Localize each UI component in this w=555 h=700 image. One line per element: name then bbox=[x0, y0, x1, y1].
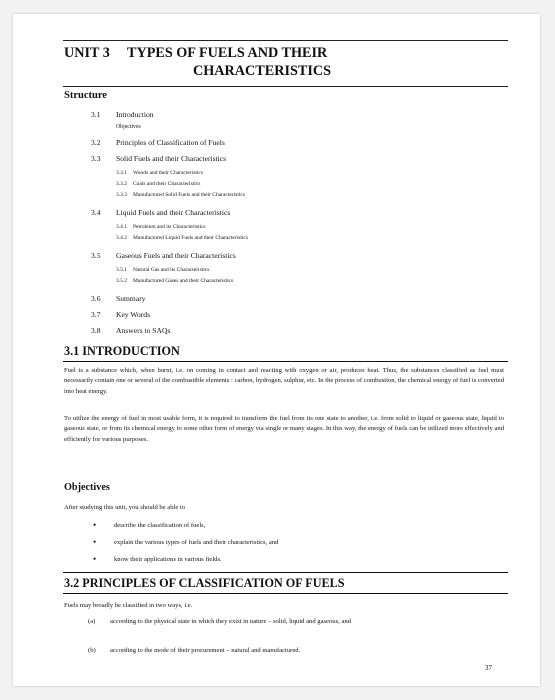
section-heading-introduction: 3.1 INTRODUCTION bbox=[64, 344, 180, 358]
bullet-icon: • bbox=[93, 554, 97, 564]
section-underline bbox=[63, 361, 508, 362]
unit-number: UNIT 3 bbox=[64, 45, 110, 61]
unit-title-line2: CHARACTERISTICS bbox=[193, 63, 331, 79]
page-number: 37 bbox=[485, 664, 492, 672]
document-page: UNIT 3 TYPES OF FUELS AND THEIR CHARACTERISTICS Structure 3.1 Introduction Objectives 3.2 Principles of Classification of Fuels 3.3 Solid Fuels and their Characteristics 3.3.1 Woods and their Characteristics 3.3.2 Coals and their Characteristics 3.3.3 Manufactured Solid Fuels and their Characteristics 3.4 Liquid Fuels and their Characteristics 3.4.1 Petroleum and its Characteristics 3.4.2 Manufactured Liquid Fuels and their Characteristics 3.5 Gaseous Fuels and their Characteristics 3.5.1 Natural Gas and its Characteristics 3.5.2 Manufactured Gases and their Characteristics 3.6 Summary 3.7 Key Words 3.8 Answers to SAQs 3.1 INTRODUCTION Fuel is a substance which, when burnt, i.e. on coming in contact and reacting with oxygen or air, produces heat. Thus, the substances classified as fuel must necessarily contain one or several of the combustible elements : carbon, hydrogen, sulphur, etc. In the process of combustion, the chemical energy of fuel is converted into heat energy. To utilize the energy of fuel in most usable form, it is required to transform the fuel from its one state to another, i.e. from solid to liquid or gaseous state, liquid to gaseous state, or from its chemical energy to some other form of energy via single or many stages. In this way, the energy of fuels can be utilized more effectively and efficiently for various purposes. Objectives After studying this unit, you should be able to • describe the classification of fuels, • explain the various types of fuels and their characteristics, and • know their applications in various fields. 3.2 PRINCIPLES OF CLASSIFICATION OF FUELS Fuels may broadly be classified in two ways, i.e. (a) according to the physical state in which they exist in nature – solid, liquid and gaseous, and (b) according to the mode of their procurement – natural and manufactured. 37 bbox=[13, 14, 540, 686]
bullet-icon: • bbox=[93, 520, 97, 530]
unit-title-line1: TYPES OF FUELS AND THEIR bbox=[127, 45, 328, 61]
section-overline bbox=[63, 572, 508, 573]
intro-paragraph-1: Fuel is a substance which, when burnt, i.e. on coming in contact and reacting with oxygen or air, produces heat. Thus, the substances classified as fuel must necessarily contain one or several of the combustible elements : carbon, hydrogen, sulphur, etc. In the process of combustion, the chemical energy of fuel is converted into heat energy. bbox=[64, 367, 504, 395]
section-heading-classification: 3.2 PRINCIPLES OF CLASSIFICATION OF FUELS bbox=[64, 576, 345, 590]
title-rule bbox=[63, 86, 508, 87]
classification-lead: Fuels may broadly be classified in two ways, i.e. bbox=[64, 602, 193, 609]
structure-heading: Structure bbox=[64, 90, 107, 101]
objectives-heading: Objectives bbox=[64, 482, 110, 493]
intro-paragraph-2: To utilize the energy of fuel in most usable form, it is required to transform the fuel from its one state to another, i.e. from solid to liquid or gaseous state, liquid to gaseous state, or from its chemical energy to some other form of energy via single or many stages. In this way, the energy of fuels can be utilized more effectively and efficiently for various purposes. bbox=[64, 415, 504, 443]
section-underline bbox=[63, 593, 508, 594]
objectives-lead: After studying this unit, you should be able to bbox=[64, 504, 186, 511]
top-rule bbox=[63, 40, 508, 41]
bullet-icon: • bbox=[93, 537, 97, 547]
